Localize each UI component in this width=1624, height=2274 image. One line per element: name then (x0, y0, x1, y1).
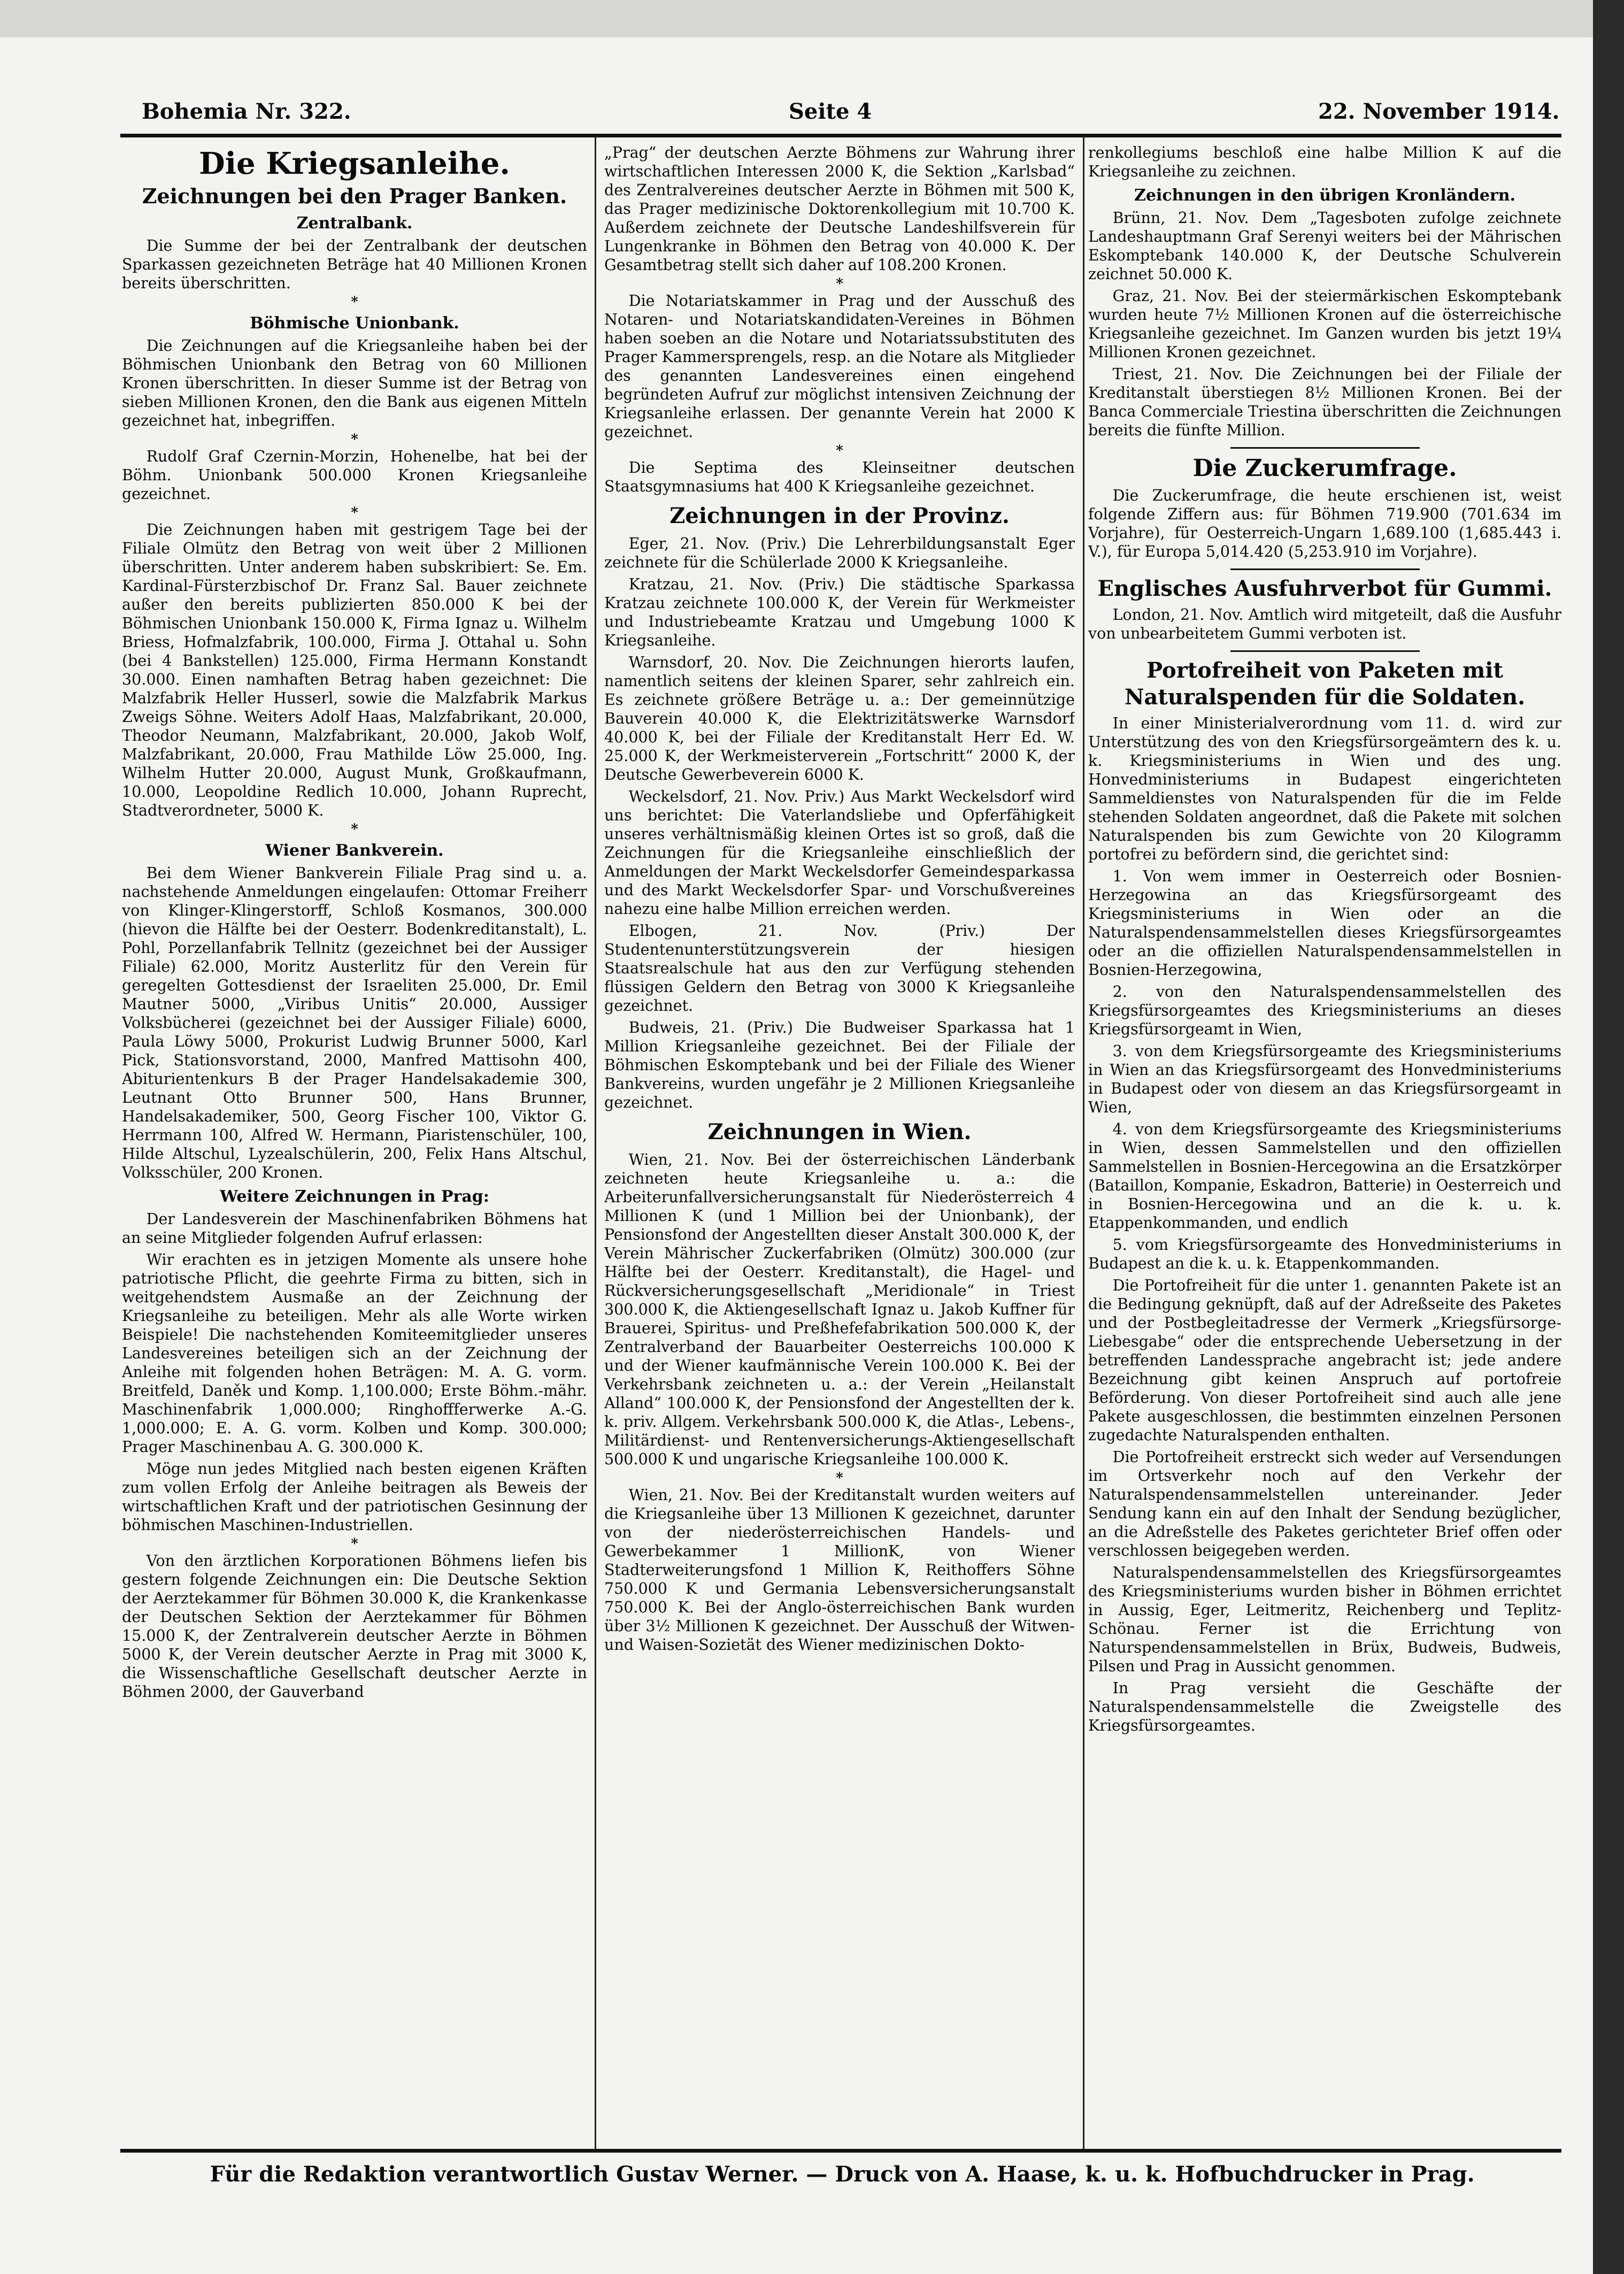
section-heading: Zentralbank. (296, 214, 413, 233)
imprint-footer: Für die Redaktion verantwortlich Gustav Werner. — Druck von A. Haase, k. u. k. Hofbuchdrucker in Prag. (210, 2162, 1475, 2187)
list-item: 4. von dem Kriegsfürsorgeamte des Kriegsministeriums in Wien, dessen Sammelstellen und den offiziellen Sammelstellen in Bosnien-Hercegowina an die Ersatzkörper (Bataillon, Kompanie, Eskadron, Batterie) in Oesterreich und in Bosnien-Hercegowina und an die k. u. k. Etappenkommanden, und endlich (1088, 1120, 1561, 1232)
column-3 (1088, 143, 1561, 2146)
separator-star: * (836, 1470, 843, 1486)
paragraph: „Prag“ der deutschen Aerzte Böhmens zur Wahrung ihrer wirtschaftlichen Interessen 2000 K, die Sektion „Karlsbad“ des Zentralvereines deutscher Aerzte in Böhmen mit 500 K, das Prager medizinische Doktorenkollegium mit 10.700 K. Außerdem zeichnete der Deutsche Landeshilfsverein für Lungenkranke in Böhmen den Betrag von 40.000 K. Der Gesamtbetrag stellt sich daher auf 108.200 Kronen. (604, 144, 1075, 274)
section-title: Zeichnungen in der Provinz. (669, 503, 1010, 528)
paragraph: Triest, 21. Nov. Die Zeichnungen bei der Filiale der Kreditanstalt überstiegen 8½ Millionen Kronen. Bei der Banca Commerciale Triestina überschritten die Zeichnungen bereits die fünfte Million. (1088, 365, 1561, 439)
paragraph: Rudolf Graf Czernin-Morzin, Hohenelbe, hat bei der Böhm. Unionbank 500.000 Kronen Kriegsanleihe gezeichnet. (122, 448, 587, 503)
paragraph: Budweis, 21. (Priv.) Die Budweiser Sparkassa hat 1 Million Kriegsanleihe gezeichnet. Bei der Filiale der Böhmischen Eskomptebank und bei der Filiale des Wiener Bankvereins, wurden ungefähr je 2 Millionen Kriegsanleihe gezeichnet. (604, 1019, 1075, 1111)
paragraph: Warnsdorf, 20. Nov. Die Zeichnungen hierorts laufen, namentlich seitens der kleinen Sparer, sehr zahlreich ein. Es zeichnete größere Beträge u. a.: Der gemeinnützige Bauverein 40.000 K, die Elektrizitätswerke Warnsdorf 40.000 K, bei der Filiale der Kreditanstalt Herr Ed. W. 25.000 K, der Werkmeisterverein „Fortschritt“ 2000 K, der Deutsche Gewerbeverein 6000 K. (604, 654, 1075, 783)
article-title: Portofreiheit von Paketen mit Naturalspenden für die Soldaten. (1124, 658, 1526, 710)
paragraph: Die Zeichnungen auf die Kriegsanleihe haben bei der Böhmischen Unionbank den Betrag von 60 Millionen Kronen überschritten. In dieser Summe ist der Betrag von sieben Millionen Kronen, den die Bank aus eigenen Mitteln gezeichnet hat, inbegriffen. (122, 337, 587, 429)
paragraph: Wir erachten es in jetzigen Momente als unsere hohe patriotische Pflicht, die geehrte Firma zu bitten, sich in weitgehendstem Ausmaße an der Zeichnung der Kriegsanleihe zu beteiligen. Mehr als alle Worte wirken Beispiele! Die nachstehenden Komiteemitglieder unseres Landesvereines beteiligen sich an der Zeichnung der Anleihe mit folgenden hohen Beträgen: M. A. G. vorm. Breitfeld, Daněk und Komp. 1,100.000; Erste Böhm.-mähr. Maschinenfabrik 1,000.000; Ringhoffferwerke A.-G. 1,000.000; E. A. G. vorm. Kolben und Komp. 300.000; Prager Maschinenbau A. G. 300.000 K. (122, 1251, 587, 1456)
paragraph: Eger, 21. Nov. (Priv.) Die Lehrerbildungsanstalt Eger zeichnete für die Schülerlade 2000 K Kriegsanleihe. (604, 535, 1075, 571)
separator-star: * (351, 505, 358, 521)
column-2 (604, 143, 1075, 2146)
paragraph: Kratzau, 21. Nov. (Priv.) Die städtische Sparkassa Kratzau zeichnete 100.000 K, der Verein für Werkmeister und Industriebeamte Kratzau und Umgebung 1000 K Kriegsanleihe. (604, 575, 1075, 649)
issue-number: Bohemia Nr. 322. (142, 99, 351, 124)
divider (1230, 447, 1420, 449)
article-title: Englisches Ausfuhrverbot für Gummi. (1097, 576, 1552, 601)
page-number: Seite 4 (789, 99, 872, 124)
footer-rule (120, 2149, 1561, 2153)
column-divider (1083, 136, 1084, 2150)
header-rule (120, 134, 1561, 137)
section-title: Zeichnungen in Wien. (707, 1119, 972, 1144)
separator-star: * (351, 294, 358, 310)
list-item: 1. Von wem immer in Oesterreich oder Bosnien-Herzegowina an das Kriegsfürsorgeamt des Kriegsministeriums in Wien oder an die Naturalspendensammelstellen dieses Kriegsfürsorgeamtes oder an die offiziellen Naturalspendensammelstellen in Bosnien-Herzegowina, (1088, 867, 1561, 979)
separator-star: * (351, 821, 358, 838)
divider (1230, 568, 1420, 570)
paragraph: Von den ärztlichen Korporationen Böhmens liefen bis gestern folgende Zeichnungen ein: Die Deutsche Sektion der Aerztekammer für Böhmen 30.000 K, die Krankenkasse der Deutschen Sektion der Aerztekammer für Böhmen 15.000 K, der Zentralverein deutscher Aerzte in Böhmen 5000 K, der Verein deutscher Aerzte in Prag mit 3000 K, die Wissenschaftliche Gesellschaft deutscher Aerzte in Böhmen 2000, der Gauverband (122, 1552, 587, 1701)
issue-date: 22. November 1914. (1318, 99, 1560, 124)
divider (1230, 650, 1420, 652)
paragraph: Die Septima des Kleinseitner deutschen Staatsgymnasiums hat 400 K Kriegsanleihe gezeichnet. (604, 459, 1075, 495)
paragraph: Elbogen, 21. Nov. (Priv.) Der Studentenunterstützungsverein der hiesigen Staatsrealschule hat aus den zur Verfügung stehenden flüssigen Geldern den Betrag von 3000 K Kriegsanleihe gezeichnet. (604, 922, 1075, 1015)
paragraph: Brünn, 21. Nov. Dem „Tagesboten zufolge zeichnete Landeshauptmann Graf Serenyi weiters bei der Mährischen Eskomptebank 140.000 K, der Deutsche Schulverein zeichnet 50.000 K. (1088, 209, 1561, 283)
paragraph: Die Summe der bei der Zentralbank der deutschen Sparkassen gezeichneten Beträge hat 40 Millionen Kronen bereits überschritten. (122, 237, 587, 292)
column-divider (595, 136, 596, 2150)
paragraph: renkollegiums beschloß eine halbe Million K auf die Kriegsanleihe zu zeichnen. (1088, 144, 1561, 180)
separator-star: * (351, 1536, 358, 1552)
separator-star: * (836, 443, 843, 459)
paragraph: Graz, 21. Nov. Bei der steiermärkischen Eskomptebank wurden heute 7½ Millionen Kronen auf die österreichische Kriegsanleihe gezeichnet. Im Ganzen wurden bis jetzt 19¼ Millionen Kronen gezeichnet. (1088, 287, 1561, 361)
list-item: 3. von dem Kriegsfürsorgeamte des Kriegsministeriums in Wien an das Kriegsfürsorgeamt des Honvedministeriums in Budapest oder von diesem an das Kriegsfürsorgeamt in Wien, (1088, 1042, 1561, 1116)
paragraph: Naturalspendensammelstellen des Kriegsfürsorgeamtes des Kriegsministeriums wurden bisher in Böhmen errichtet in Aussig, Eger, Leitmeritz, Reichenberg und Teplitz-Schönau. Ferner ist die Errichtung von Naturspendensammelstellen in Brüx, Budweis, Budweis, Pilsen und Prag in Aussicht genommen. (1088, 1564, 1561, 1675)
paragraph: Wien, 21. Nov. Bei der österreichischen Länderbank zeichneten heute Kriegsanleihe u. a.: die Arbeiterunfallversicherungsanstalt für Niederösterreich 4 Millionen K (und 1 Million bei der Unionbank), der Pensionsfond der Angestellten dieser Anstalt 300.000 K, der Verein Mährischer Zuckerfabriken (Olmütz) 300.000 (zur Hälfte bei der Oesterr. Kreditanstalt), die Hagel- und Rückversicherungsgesellschaft „Meridionale“ in Triest 300.000 K, die Aktiengesellschaft Ignaz u. Jakob Kuffner für Brauerei, Spiritus- und Preßhefefabrikation 500.000 K, der Zentralverband der Bauarbeiter Oesterreichs 100.000 K und der Wiener kaufmännische Verein 100.000 K. Bei der Verkehrsbank zeichneten u. a.: der Verein „Heilanstalt Alland“ 100.000 K, der Pensionsfond der Angestellten der k. k. priv. Allgem. Verkehrsbank 500.000 K, die Atlas-, Lebens-, Militärdienst- und Rentenversicherungs-Aktiengesellschaft 500.000 K und ungarische Kriegsanleihe 100.000 K. (604, 1151, 1075, 1468)
section-heading: Böhmische Unionbank. (250, 314, 459, 333)
paragraph: Die Notariatskammer in Prag und der Ausschuß des Notaren- und Notariatskandidaten-Vereines in Böhmen haben soeben an die Notare und Notariatssubstituten des Prager Kammersprengels, resp. an die Notare als Mitglieder des genannten Landesvereines einen eingehend begründeten Aufruf zur möglichst intensiven Zeichnung der Kriegsanleihe erlassen. Der genannte Verein hat 2000 K gezeichnet. (604, 292, 1075, 441)
paragraph: In Prag versieht die Geschäfte der Naturalspendensammelstelle die Zweigstelle des Kriegsfürsorgeamtes. (1088, 1679, 1561, 1734)
paragraph: Weckelsdorf, 21. Nov. Priv.) Aus Markt Weckelsdorf wird uns berichtet: Die Vaterlandsliebe und Opferfähigkeit unseres verhältnismäßig kleinen Ortes ist so groß, daß die Zeichnungen für die Kriegsanleihe einschließlich der Anmeldungen der Markt Weckelsdorfer Gemeindesparkassa und des Markt Weckelsdorfer Spar- und Vorschußvereines nahezu eine halbe Million erreichen werden. (604, 788, 1075, 918)
separator-star: * (351, 432, 358, 448)
separator-star: * (836, 276, 843, 292)
section-heading: Zeichnungen in den übrigen Kronländern. (1134, 186, 1515, 205)
article-title: Die Zuckerumfrage. (1192, 455, 1457, 482)
paragraph: Die Portofreiheit für die unter 1. genannten Pakete ist an die Bedingung geknüpft, daß auf der Adreßseite des Paketes und der Postbegleitadresse der Vermerk „Kriegsfürsorge-Liebesgabe“ oder die entsprechende Uebersetzung in der betreffenden Landessprache angebracht ist; jede andere Bezeichnung gibt keinen Anspruch auf portofreie Beförderung. Von dieser Portofreiheit sind auch alle jene Pakete ausgeschlossen, die bestimmten einzelnen Personen zugedachte Naturalspenden enthalten. (1088, 1277, 1561, 1444)
paragraph: Möge nun jedes Mitglied nach besten eigenen Kräften zum vollen Erfolg der Anleihe beitragen als Beweis der wirtschaftlichen Kraft und der patriotischen Gesinnung der böhmischen Maschinen-Industriellen. (122, 1460, 587, 1534)
paragraph: Die Portofreiheit erstreckt sich weder auf Versendungen im Ortsverkehr noch auf den Verkehr der Naturalspendensammelstellen untereinander. Jeder Sendung kann ein auf den Inhalt der Sendung bezüglicher, an die Adreßstelle des Paketes gerichteter Brief offen oder verschlossen beigegeben werden. (1088, 1448, 1561, 1559)
paragraph: Wien, 21. Nov. Bei der Kreditanstalt wurden weiters auf die Kriegsanleihe über 13 Millionen K gezeichnet, darunter von der niederösterreichischen Handels- und Gewerbekammer 1 MillionK, von Wiener Stadterweiterungsfond 1 Million K, Reithoffers Söhne 750.000 K und Germania Lebensversicherungsanstalt 750.000 K. Bei der Anglo-österreichischen Bank wurden über 3½ Millionen K gezeichnet. Der Ausschuß der Witwen- und Waisen-Sozietät des Wiener medizinischen Dokto- (604, 1486, 1075, 1654)
list-item: 2. von den Naturalspendensammelstellen des Kriegsfürsorgeamtes des Kriegsministeriums an dieses Kriegsfürsorgeamt in Wien, (1088, 983, 1561, 1038)
paragraph: In einer Ministerialverordnung vom 11. d. wird zur Unterstützung des von den Kriegsfürsorgeämtern des k. u. k. Kriegsministeriums in Wien und des ung. Honvedministeriums in Budapest eingerichteten Sammeldienstes von Naturalspenden für die im Felde stehenden Soldaten angeordnet, daß die Pakete mit solchen Naturalspenden bis zum Gewichte von 20 Kilogramm portofrei zu befördern sind, die gerichtet sind: (1088, 715, 1561, 863)
paragraph: London, 21. Nov. Amtlich wird mitgeteilt, daß die Ausfuhr von unbearbeitetem Gummi verboten ist. (1088, 606, 1561, 642)
section-heading: Wiener Bankverein. (265, 841, 444, 860)
article-subtitle: Zeichnungen bei den Prager Banken. (142, 184, 567, 208)
paragraph: Bei dem Wiener Bankverein Filiale Prag sind u. a. nachstehende Anmeldungen eingelaufen: Ottomar Freiherr von Klinger-Klingerstorff, Schloß Kosmanos, 300.000 (hievon die Hälfte bei der Oesterr. Bodenkreditanstalt), L. Pohl, Porzellanfabrik Tellnitz (gezeichnet bei der Aussiger Filiale) 62.000, Moritz Austerlitz für den Verein für geregelten Gottesdienst der Israeliten 25.000, Dr. Emil Mautner 5000, „Viribus Unitis“ 20.000, Aussiger Volksbücherei (gezeichnet bei der Aussiger Filiale) 6000, Paula Löwy 5000, Prokurist Ludwig Brunner 5000, Karl Pick, Stationsvorstand, 2000, Manfred Mattisohn 400, Abiturientenkurs B der Prager Handelsakademie 300, Leutnant Otto Brunner 500, Hans Brunner, Handelsakademiker, 500, Georg Fischer 100, Viktor G. Herrmann 100, Alfred W. Hermann, Piaristenschüler, 100, Hilde Altschul, Lyzealschülerin, 200, Felix Hans Altschul, Volksschüler, 200 Kronen. (122, 864, 587, 1181)
paragraph: Die Zeichnungen haben mit gestrigem Tage bei der Filiale Olmütz den Betrag von weit über 2 Millionen überschritten. Unter anderem haben subskribiert: Se. Em. Kardinal-Fürsterzbischof Dr. Franz Sal. Bauer zeichnete außer den bereits publizierten 850.000 K bei der Böhmischen Unionbank 150.000 K, Firma Ignaz u. Wilhelm Briess, Hofmalzfabrik, 100.000, Firma J. Ottahal u. Sohn (bei 4 Bankstellen) 125.000, Firma Hermann Konstandt 30.000. Einen namhaften Betrag haben gezeichnet: Die Malzfabrik Heller Husserl, sowie die Malzfabrik Markus Zweigs Söhne. Weiters Adolf Haas, Malzfabrikant, 20.000, Theodor Neumann, Malzfabrikant, 20.000, Jakob Wolf, Malzfabrikant, 20.000, Frau Mathilde Löw 25.000, Ing. Wilhelm Hutter 20.000, August Munk, Großkaufmann, 10.000, Leopoldine Redlich 10.000, Johann Ruprecht, Stadtverordneter, 5000 K. (122, 521, 587, 819)
article-title: Die Kriegsanleihe. (199, 146, 510, 181)
list-item: 5. vom Kriegsfürsorgeamte des Honvedministeriums in Budapest an die k. u. k. Etappenkommanden. (1088, 1236, 1561, 1272)
paragraph: Der Landesverein der Maschinenfabriken Böhmens hat an seine Mitglieder folgenden Aufruf erlassen: (122, 1210, 587, 1247)
section-heading: Weitere Zeichnungen in Prag: (220, 1187, 489, 1206)
paragraph: Die Zuckerumfrage, die heute erschienen ist, weist folgende Ziffern aus: für Böhmen 719.900 (701.634 im Vorjahre), für Oesterreich-Ungarn 1,689.100 (1,685.443 i. V.), für Europa 5,014.420 (5,253.910 im Vorjahre). (1088, 487, 1561, 560)
column-1 (122, 143, 587, 2146)
